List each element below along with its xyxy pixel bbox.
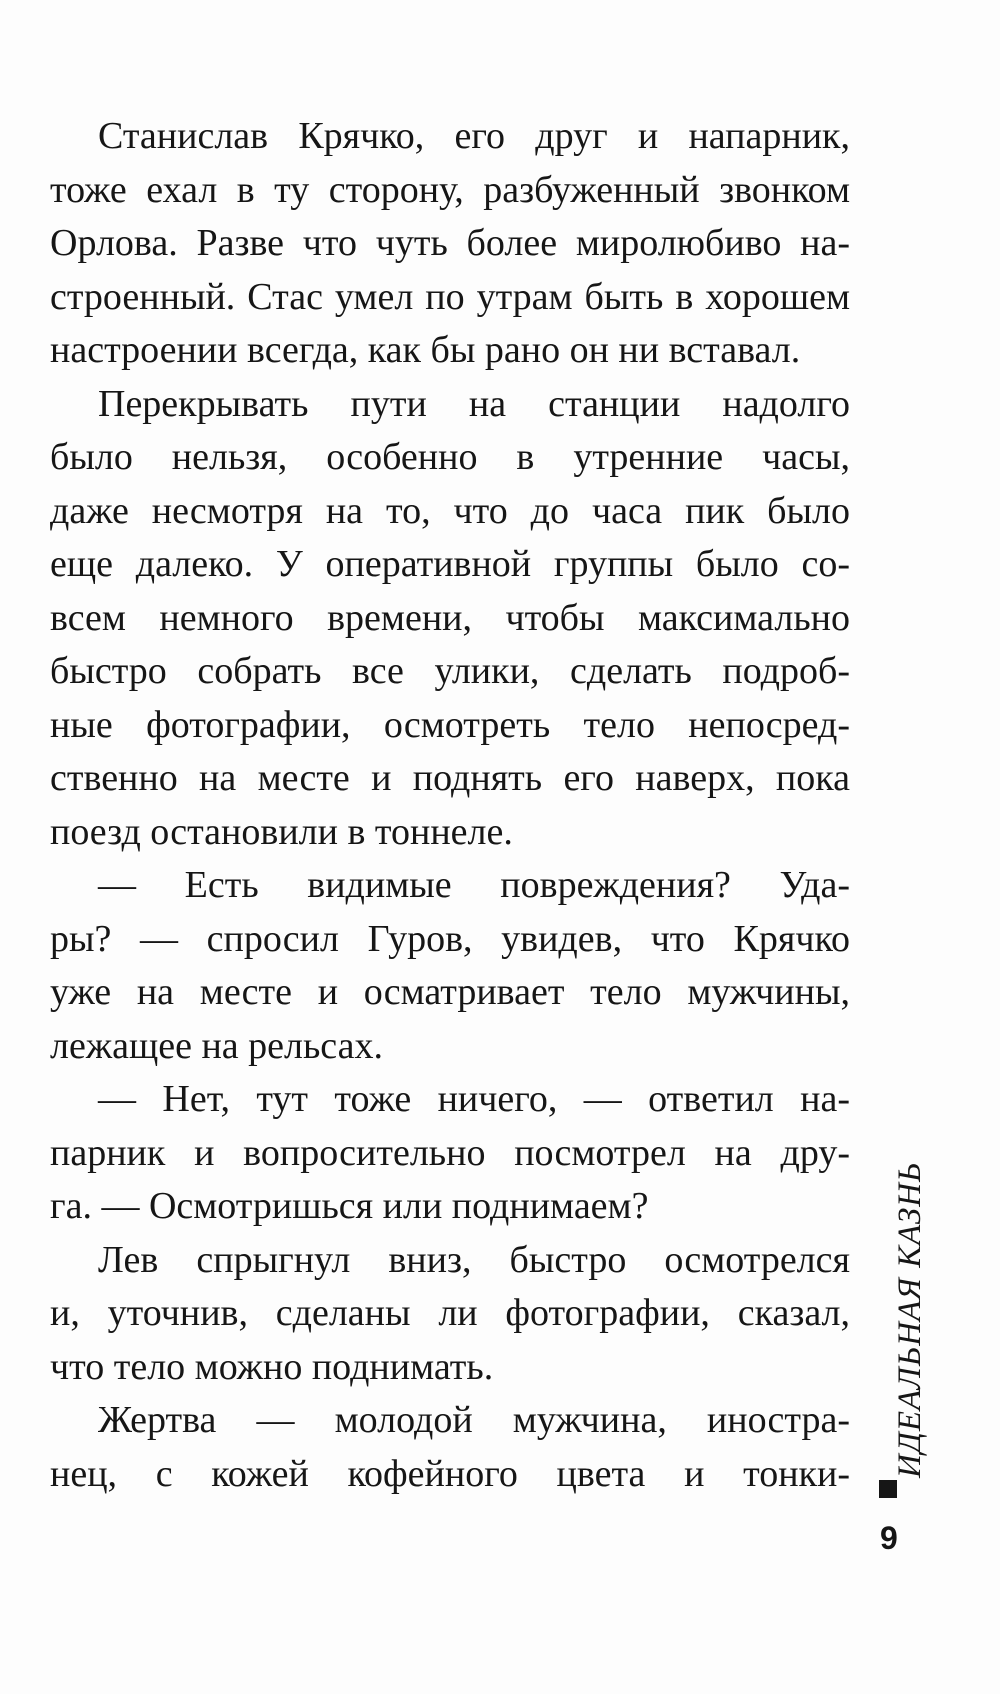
text-line: уже на месте и осматривает тело мужчины, (50, 971, 850, 1013)
text-line: лежащее на рельсах. (50, 1024, 384, 1067)
text-line: нец, с кожей кофейного цвета и тонки- (50, 1452, 850, 1495)
text-line: поезд остановили в тоннеле. (50, 810, 513, 853)
text-line: было нельзя, особенно в утренние часы, (50, 436, 850, 478)
text-line: Станислав Крячко, его друг и напарник, (98, 115, 850, 157)
running-title: ИДЕАЛЬНАЯ КАЗНЬ (892, 1161, 928, 1478)
text-line: Орлова. Разве что чуть более миролюбиво на- (50, 222, 850, 264)
running-title-marker (879, 1480, 897, 1498)
body-text (50, 110, 850, 1501)
text-line: и, уточнив, сделаны ли фотографии, сказал, (50, 1292, 850, 1334)
text-line: ные фотографии, осмотреть тело непосред- (50, 703, 850, 746)
text-line: парник и вопросительно посмотрел на дру- (50, 1131, 850, 1174)
text-line: — Нет, тут тоже ничего, — ответил на- (98, 1078, 850, 1120)
text-line: быстро собрать все улики, сделать подроб- (50, 650, 850, 692)
text-line: Жертва — молодой мужчина, иностра- (98, 1399, 850, 1441)
text-line: еще далеко. У оперативной группы было со- (50, 543, 850, 585)
text-line: ры? — спросил Гуров, увидев, что Крячко (50, 917, 850, 960)
text-line: Лев спрыгнул вниз, быстро осмотрелся (98, 1238, 850, 1281)
text-line: — Есть видимые повреждения? Уда- (98, 864, 850, 906)
text-line: настроении всегда, как бы рано он ни вставал. (50, 329, 801, 371)
text-line: тоже ехал в ту сторону, разбуженный звонком (50, 168, 850, 211)
text-line: строенный. Стас умел по утрам быть в хорошем (50, 275, 850, 318)
text-line: га. — Осмотришься или поднимаем? (50, 1185, 649, 1227)
text-line: всем немного времени, чтобы максимально (50, 596, 850, 639)
text-line: что тело можно поднимать. (50, 1345, 494, 1388)
page-number: 9 (880, 1520, 898, 1556)
text-line: Перекрывать пути на станции надолго (98, 382, 850, 425)
text-line: ственно на месте и поднять его наверх, пока (50, 757, 850, 799)
text-line: даже несмотря на то, что до часа пик было (50, 489, 850, 532)
